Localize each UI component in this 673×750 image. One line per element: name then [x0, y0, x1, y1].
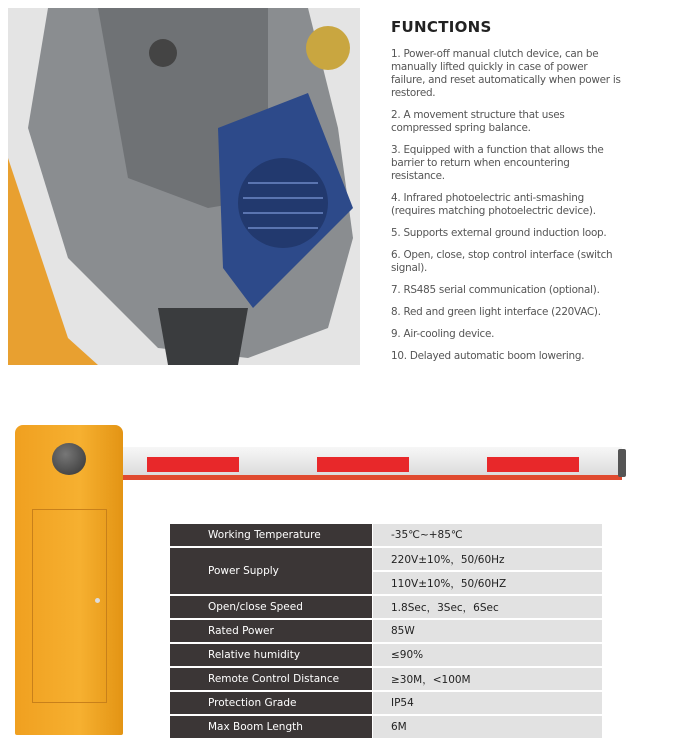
spec-label: Max Boom Length: [170, 716, 372, 738]
door-lock-icon: [95, 598, 100, 603]
barrier-boom: [123, 447, 622, 480]
motor-photo: [8, 8, 360, 365]
spec-label: Power Supply: [170, 548, 372, 594]
boom-stripe: [317, 457, 409, 472]
boom-stripe: [147, 457, 239, 472]
spec-label: Open/close Speed: [170, 596, 372, 618]
spec-value: 220V±10%，50/60Hz: [373, 548, 602, 570]
spec-value: ≤90%: [373, 644, 602, 666]
spec-label: Working Temperature: [170, 524, 372, 546]
function-item: 4. Infrared photoelectric anti-smashing (requires matching photoelectric device).: [391, 192, 596, 217]
spec-label: Rated Power: [170, 620, 372, 642]
table-row: [170, 548, 602, 594]
table-row: [170, 620, 602, 642]
table-row: [170, 668, 602, 690]
function-item: 10. Delayed automatic boom lowering.: [391, 350, 585, 362]
spec-value: 1.8Sec，3Sec，6Sec: [373, 596, 602, 618]
function-item: 2. A movement structure that uses compressed spring balance.: [391, 109, 565, 134]
table-row: [170, 692, 602, 714]
table-row: [170, 716, 602, 738]
table-row: [170, 596, 602, 618]
function-item: 6. Open, close, stop control interface (switch signal).: [391, 249, 613, 274]
boom-stripe: [487, 457, 579, 472]
spec-value: 110V±10%，50/60HZ: [373, 572, 602, 594]
function-item: 8. Red and green light interface (220VAC).: [391, 306, 601, 318]
spec-value: 6M: [373, 716, 602, 738]
functions-section: [391, 18, 621, 372]
cabinet-door: [32, 509, 107, 703]
spec-label: Protection Grade: [170, 692, 372, 714]
function-item: 9. Air-cooling device.: [391, 328, 495, 340]
boom-hub: [52, 443, 86, 475]
functions-title: FUNCTIONS: [391, 18, 492, 36]
function-item: 1. Power-off manual clutch device, can be manually lifted quickly in case of power failure, and reset automatically when power is restored.: [391, 48, 621, 99]
function-item: 7. RS485 serial communication (optional).: [391, 284, 600, 296]
spec-value: ≥30M，<100M: [373, 668, 602, 690]
spec-value: -35℃~+85℃: [373, 524, 602, 546]
table-row: [170, 644, 602, 666]
barrier-cabinet: [15, 425, 123, 735]
function-item: 5. Supports external ground induction loop.: [391, 227, 607, 239]
table-row: [170, 524, 602, 546]
spec-label: Relative humidity: [170, 644, 372, 666]
function-item: 3. Equipped with a function that allows the barrier to return when encountering resistance.: [391, 144, 604, 182]
boom-end-cap: [618, 449, 626, 477]
spec-table: [170, 524, 602, 740]
spec-label: Remote Control Distance: [170, 668, 372, 690]
spec-value: IP54: [373, 692, 602, 714]
motor-illustration: [8, 8, 360, 365]
spec-value: 85W: [373, 620, 602, 642]
